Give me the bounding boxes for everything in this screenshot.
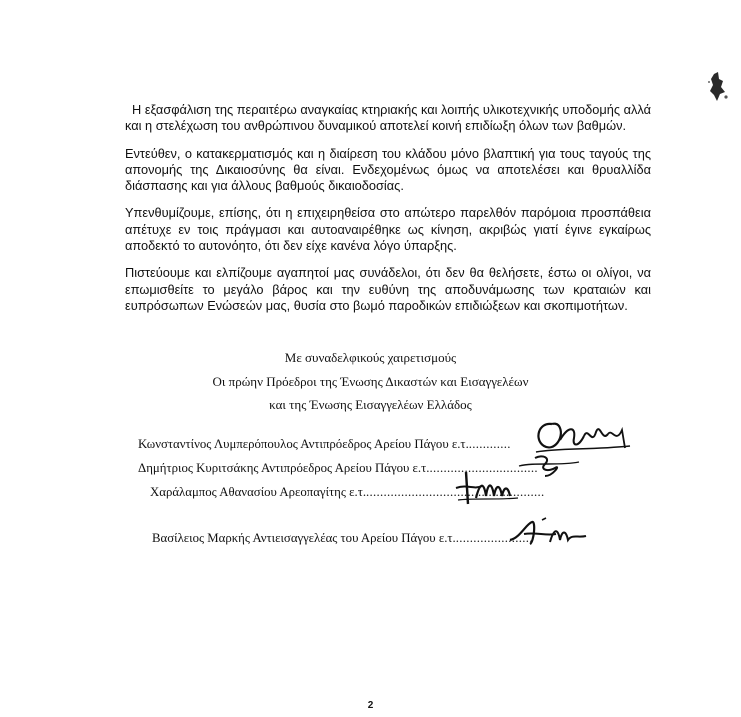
- closing-greeting: Με συναδελφικούς χαιρετισμούς: [284, 350, 457, 365]
- paragraph-1: Η εξασφάλιση της περαιτέρω αναγκαίας κτηριακής και λοιπής υλικοτεχνικής υποδομής αλλά και η στελέχωση του ανθρώπινου δυναμικού αποτελεί κοινή επιδίωξη όλων των βαθμών.: [125, 102, 651, 134]
- signatory-4: [152, 530, 533, 546]
- closing-line-1: Οι πρώην Πρόεδροι της Ένωσης Δικαστών και Εισαγγελέων: [212, 374, 529, 389]
- signatory-1: [138, 436, 511, 452]
- signatory-1-dots: ............: [468, 437, 511, 451]
- signatory-4-text: Βασίλειος Μαρκής Αντιεισαγγελέας του Αρείου Πάγου ε.τ.: [152, 531, 456, 545]
- letter-body: [125, 102, 651, 325]
- paragraph-2: Εντεύθεν, ο κατακερματισμός και η διαίρεση του κλάδου μόνο βλαπτική για τους ταγούς της απονομής της Δικαιοσύνης θα είναι. Ενδεχομένως όμως να αποτελέσει και θρυαλλίδα διάσπασης και για άλλους βαθμούς δικαιοδοσίας.: [125, 145, 651, 194]
- page-number: 2: [367, 700, 374, 711]
- signatory-1-text: Κωνσταντίνος Λυμπερόπουλος Αντιπρόεδρος Αρείου Πάγου ε.τ.: [138, 437, 469, 451]
- signatory-3-text: Χαράλαμπος Αθανασίου Αρεοπαγίτης ε.τ.: [150, 485, 367, 499]
- paragraph-4: Πιστεύουμε και ελπίζουμε αγαπητοί μας συνάδελοι, ότι δεν θα θελήσετε, έστω οι ολίγοι, να επωμισθείτε το μεγάλο βάρος και την ευθύνη της αποδυνάμωσης των κραταιών και ευπρόσωπων Ενώσεών μας, θυσία στο βωμό παροδικών επιδιώξεων και σκοπιμοτήτων.: [125, 265, 651, 313]
- signature-2-handwritten: [515, 452, 585, 480]
- signature-3-handwritten: [454, 468, 524, 508]
- signatory-3-dots: ...................................................: [366, 485, 545, 499]
- scan-speck-mark: [704, 70, 734, 104]
- closing-line-2: και της Ένωσης Εισαγγελέων Ελλάδος: [269, 397, 472, 412]
- signatory-2-text: Δημήτριος Κυριτσάκης Αντιπρόεδρος Αρείου Πάγου ε.τ.: [138, 461, 430, 475]
- signature-4-handwritten: [506, 516, 596, 550]
- paragraph-3: Υπενθυμίζουμε, επίσης, ότι η επιχειρηθείσα στο απώτερο παρελθόν παρόμοια προσπάθεια απέτυχε εν τοις πράγμασι και αυτοαναιρέθηκε ως κίνηση, ακριβώς γιατί έγινε εγκαίρως αποδεκτό το αυτονόητο, ότι δεν είχε κανένα λόγο ύπαρξης.: [125, 205, 651, 254]
- signatory-2-dots: ...............................: [429, 461, 538, 475]
- signatory-4-dots: ......................: [455, 531, 533, 545]
